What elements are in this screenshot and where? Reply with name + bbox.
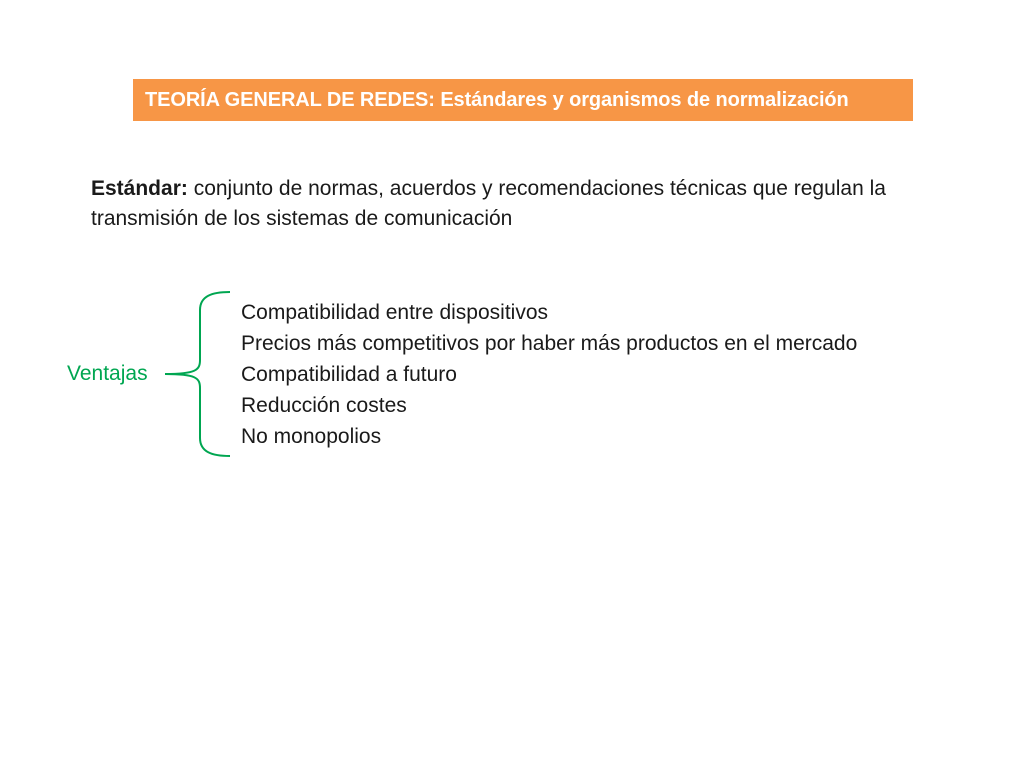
definition-text: conjunto de normas, acuerdos y recomendaciones técnicas que regulan la transmisión de los sistemas de comunicación <box>91 177 886 230</box>
slide-title: TEORÍA GENERAL DE REDES: Estándares y organismos de normalización <box>145 88 849 111</box>
list-item: No monopolios <box>241 425 382 448</box>
list-item: Precios más competitivos por haber más productos en el mercado <box>241 332 858 355</box>
definition-term: Estándar: <box>91 177 188 200</box>
advantages-label: Ventajas <box>67 362 148 385</box>
list-item: Compatibilidad a futuro <box>241 363 457 386</box>
brace-path <box>165 292 230 456</box>
title-banner <box>133 79 913 121</box>
list-item: Reducción costes <box>241 394 407 417</box>
advantages-list <box>241 297 857 452</box>
definition-paragraph <box>91 174 971 234</box>
list-item: Compatibilidad entre dispositivos <box>241 301 548 324</box>
curly-brace-icon <box>160 288 235 460</box>
